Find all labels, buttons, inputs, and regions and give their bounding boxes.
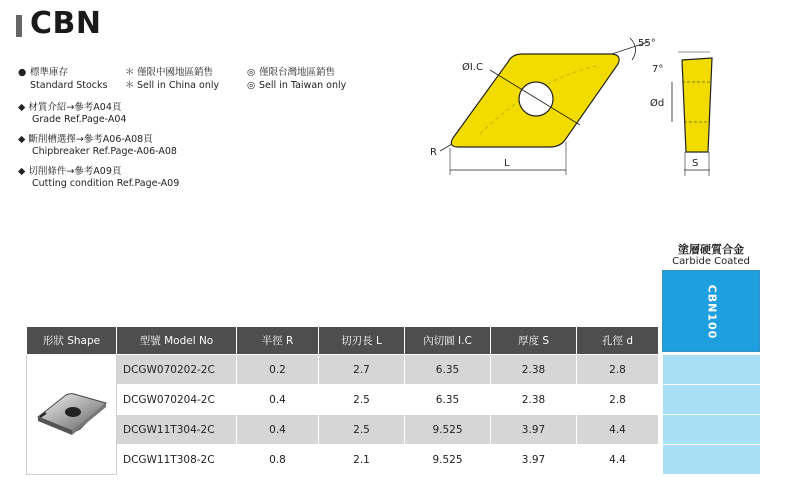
table-row[interactable] bbox=[27, 355, 761, 385]
title-bar-accent bbox=[16, 15, 22, 37]
cell-s: 2.38 bbox=[491, 385, 577, 415]
ref-chipbreaker: ◆ 斷削槽選擇→參考A06-A08頁 Chipbreaker Ref.Page-A06-A08 bbox=[18, 134, 177, 157]
cell-d: 2.8 bbox=[577, 355, 659, 385]
cell-ic: 6.35 bbox=[405, 385, 491, 415]
cell-r: 0.4 bbox=[237, 415, 319, 445]
table-row[interactable] bbox=[27, 385, 761, 415]
cell-l: 2.5 bbox=[319, 385, 405, 415]
insert-dimension-diagram bbox=[420, 30, 730, 180]
col-header-r: 半徑 R bbox=[237, 327, 319, 355]
cell-s: 2.38 bbox=[491, 355, 577, 385]
reference-notes bbox=[18, 102, 179, 198]
ref-grade: ◆ 材質介紹→參考A04頁 Grade Ref.Page-A04 bbox=[18, 102, 127, 125]
product-spec-table bbox=[26, 326, 761, 475]
legend-china-only: ＊ 僅限中國地區銷售 ＊ Sell in China only bbox=[125, 67, 220, 91]
angle-arc bbox=[630, 38, 636, 60]
cell-d: 2.8 bbox=[577, 385, 659, 415]
cell-model: DCGW11T304-2C bbox=[117, 415, 237, 445]
cell-l: 2.1 bbox=[319, 445, 405, 475]
cell-ic: 9.525 bbox=[405, 445, 491, 475]
cell-r: 0.4 bbox=[237, 385, 319, 415]
d-label: Ød bbox=[650, 98, 665, 109]
cell-r: 0.2 bbox=[237, 355, 319, 385]
col-header-s: 厚度 S bbox=[491, 327, 577, 355]
cell-l: 2.5 bbox=[319, 415, 405, 445]
cell-d: 4.4 bbox=[577, 415, 659, 445]
table-row[interactable] bbox=[27, 415, 761, 445]
cell-s: 3.97 bbox=[491, 415, 577, 445]
r-label: R bbox=[430, 147, 437, 158]
cell-model: DCGW11T308-2C bbox=[117, 445, 237, 475]
coating-header: 塗層硬質合金 Carbide Coated bbox=[672, 243, 750, 267]
cell-coating bbox=[663, 415, 761, 445]
insert-side-view bbox=[682, 58, 712, 152]
s-label: S bbox=[692, 158, 699, 169]
cell-l: 2.7 bbox=[319, 355, 405, 385]
cell-model: DCGW070202-2C bbox=[117, 355, 237, 385]
angle-main-label: 55° bbox=[638, 38, 656, 49]
cell-ic: 6.35 bbox=[405, 355, 491, 385]
col-header-ic: 內切圓 I.C bbox=[405, 327, 491, 355]
shape-image-cell bbox=[27, 355, 117, 475]
cell-ic: 9.525 bbox=[405, 415, 491, 445]
page-title: CBN bbox=[30, 6, 102, 41]
cell-r: 0.8 bbox=[237, 445, 319, 475]
ic-label: ØI.C bbox=[462, 62, 483, 73]
col-header-d: 孔徑 d bbox=[577, 327, 659, 355]
table-header-row bbox=[27, 327, 761, 355]
legend-standard-stocks: ● 標準庫存 Standard Stocks bbox=[18, 67, 108, 91]
ref-cutting-condition: ◆ 切削條件→參考A09頁 Cutting condition Ref.Page-A09 bbox=[18, 166, 180, 189]
l-label: L bbox=[504, 158, 510, 169]
cell-coating bbox=[663, 445, 761, 475]
coating-grade-label: CBN100 bbox=[705, 284, 719, 340]
col-header-l: 切刃長 L bbox=[319, 327, 405, 355]
legend-taiwan-only: ◎ 僅限台灣地區銷售 ◎ Sell in Taiwan only bbox=[247, 67, 347, 91]
cell-model: DCGW070204-2C bbox=[117, 385, 237, 415]
cell-coating bbox=[663, 385, 761, 415]
insert-shape-icon bbox=[32, 383, 112, 443]
cell-s: 3.97 bbox=[491, 445, 577, 475]
insert-center-hole bbox=[519, 82, 553, 116]
cell-d: 4.4 bbox=[577, 445, 659, 475]
col-header-model: 型號 Model No bbox=[117, 327, 237, 355]
cell-coating bbox=[663, 355, 761, 385]
col-header-shape: 形狀 Shape bbox=[27, 327, 117, 355]
angle-side-label: 7° bbox=[652, 64, 664, 75]
table-row[interactable] bbox=[27, 445, 761, 475]
